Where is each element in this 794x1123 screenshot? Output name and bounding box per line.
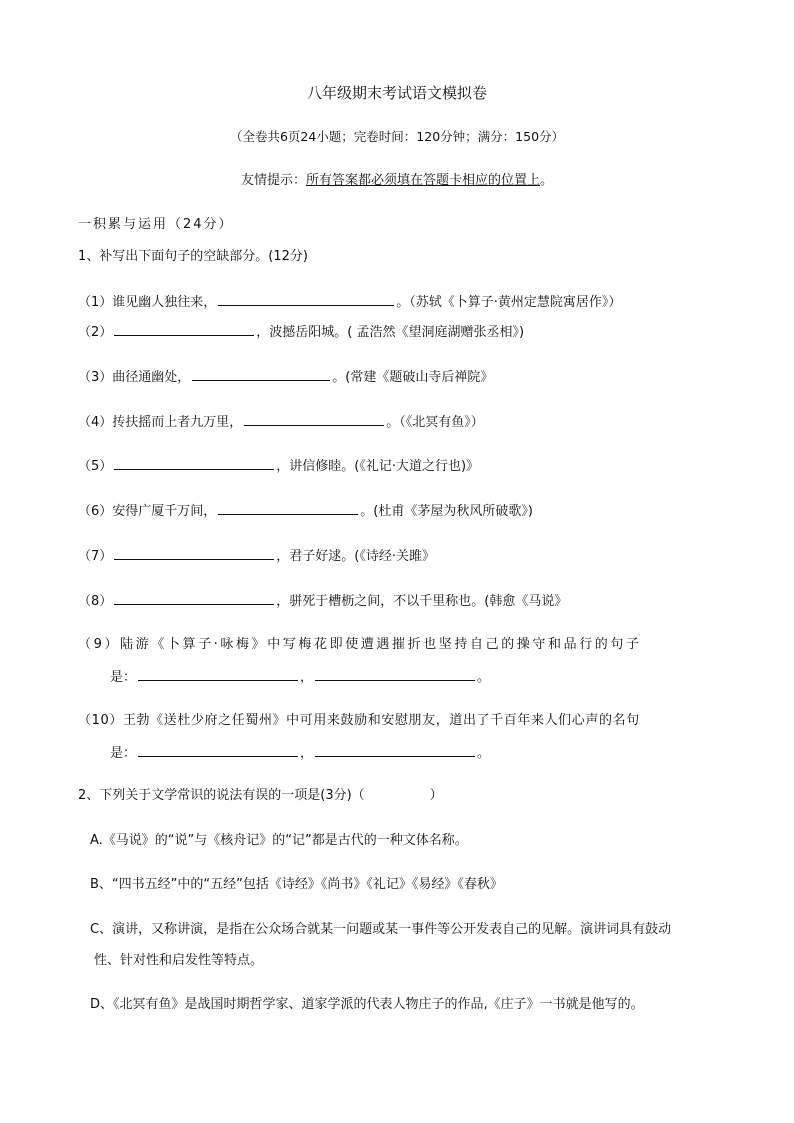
item-text-after: 。(常建《题破山寺后禅院》 bbox=[332, 370, 494, 385]
page-title: 八年级期末考试语文模拟卷 bbox=[306, 84, 487, 102]
separator: ， bbox=[300, 746, 314, 761]
answer-blank[interactable] bbox=[244, 412, 384, 426]
q1-item-10-answer bbox=[110, 743, 490, 763]
q1-item-9-prompt: （9）陆游《卜算子·咏梅》中写梅花即使遭遇摧折也坚持自己的操守和品行的句子 bbox=[78, 637, 642, 652]
item-number: （5） bbox=[78, 459, 113, 474]
q1-item-8 bbox=[78, 591, 567, 611]
item-text-before: 曲径通幽处， bbox=[112, 370, 191, 385]
answer-blank[interactable] bbox=[138, 667, 298, 681]
q2-option-a: A.《马说》的“说”与《核舟记》的“记”都是古代的一种文体名称。 bbox=[90, 833, 468, 848]
item-text-after: 。(杜甫《茅屋为秋风所破歌》) bbox=[360, 504, 533, 519]
q1-item-5 bbox=[78, 456, 479, 476]
exam-info: （全卷共6页24小题；完卷时间：120分钟；满分：150分） bbox=[229, 129, 565, 144]
item-text-after: ，君子好逑。(《诗经·关雎》 bbox=[276, 549, 435, 564]
item-text-after: 。（苏轼《卜算子·黄州定慧院寓居作》） bbox=[396, 295, 622, 310]
q1-item-3 bbox=[78, 367, 493, 387]
tip-prefix: 友情提示： bbox=[240, 173, 306, 188]
q1-item-10-prompt: （10）王勃《送杜少府之任蜀州》中可用来鼓励和安慰朋友，道出了千百年来人们心声的名句 bbox=[78, 713, 640, 728]
tip-suffix: 。 bbox=[540, 173, 554, 188]
q1-item-1 bbox=[78, 292, 621, 312]
q1-item-4 bbox=[78, 412, 484, 432]
item-number: （3） bbox=[78, 370, 113, 385]
item-text-after: ，骈死于槽枥之间，不以千里称也。(韩愈《马说》 bbox=[276, 594, 568, 609]
item-text-after: 。（《北冥有鱼》） bbox=[386, 415, 484, 430]
item-number: （7） bbox=[78, 549, 113, 564]
answer-blank[interactable] bbox=[218, 501, 358, 515]
separator: ， bbox=[300, 670, 314, 685]
answer-blank[interactable] bbox=[114, 322, 254, 336]
friendly-tip bbox=[0, 172, 794, 190]
q2-option-c-continued: 性、针对性和启发性等特点。 bbox=[94, 953, 264, 968]
item-number: （4） bbox=[78, 415, 113, 430]
answer-blank[interactable] bbox=[192, 367, 330, 381]
question-2-stem: 2、下列关于文学常识的说法有误的一项是(3分)（ ） bbox=[78, 788, 443, 803]
item-number: （2） bbox=[78, 325, 113, 340]
answer-prefix: 是： bbox=[110, 670, 137, 685]
q1-item-6 bbox=[78, 501, 533, 521]
answer-blank[interactable] bbox=[315, 743, 475, 757]
q2-option-c: C、演讲，又称讲演，是指在公众场合就某一问题或某一事件等公开发表自己的见解。演讲词具有鼓动 bbox=[90, 922, 672, 937]
item-text-before: 抟扶摇而上者九万里， bbox=[112, 415, 243, 430]
answer-blank[interactable] bbox=[114, 591, 274, 605]
answer-blank[interactable] bbox=[315, 667, 475, 681]
q1-item-9-answer bbox=[110, 667, 490, 687]
item-text-before: 安得广厦千万间， bbox=[112, 504, 217, 519]
item-text-after: ，波撼岳阳城。( 孟浩然《望洞庭湖赠张丞相》) bbox=[256, 325, 525, 340]
question-1-stem: 1、补写出下面句子的空缺部分。(12分) bbox=[78, 249, 308, 264]
q1-item-2 bbox=[78, 322, 524, 342]
tip-underlined: 所有答案都必须填在答题卡相应的位置上 bbox=[305, 173, 540, 188]
item-number: （6） bbox=[78, 504, 113, 519]
answer-blank[interactable] bbox=[138, 743, 298, 757]
section-heading: 一积累与运用（24分） bbox=[78, 217, 234, 232]
q2-option-d: D、《北冥有鱼》是战国时期哲学家、道家学派的代表人物庄子的作品,《庄子》一书就是他写的。 bbox=[90, 997, 644, 1012]
item-number: （1） bbox=[78, 295, 113, 310]
item-text-after: ，讲信修睦。(《礼记·大道之行也)》 bbox=[276, 459, 480, 474]
answer-end: 。 bbox=[477, 746, 491, 761]
q2-option-b: B、“四书五经”中的“五经”包括《诗经》《尚书》《礼记》《易经》《春秋》 bbox=[90, 877, 503, 892]
answer-blank[interactable] bbox=[114, 546, 274, 560]
answer-end: 。 bbox=[477, 670, 491, 685]
q1-item-7 bbox=[78, 546, 435, 566]
answer-prefix: 是： bbox=[110, 746, 137, 761]
answer-blank[interactable] bbox=[218, 292, 394, 306]
item-number: （8） bbox=[78, 594, 113, 609]
answer-blank[interactable] bbox=[114, 456, 274, 470]
item-text-before: 谁见幽人独往来， bbox=[112, 295, 217, 310]
